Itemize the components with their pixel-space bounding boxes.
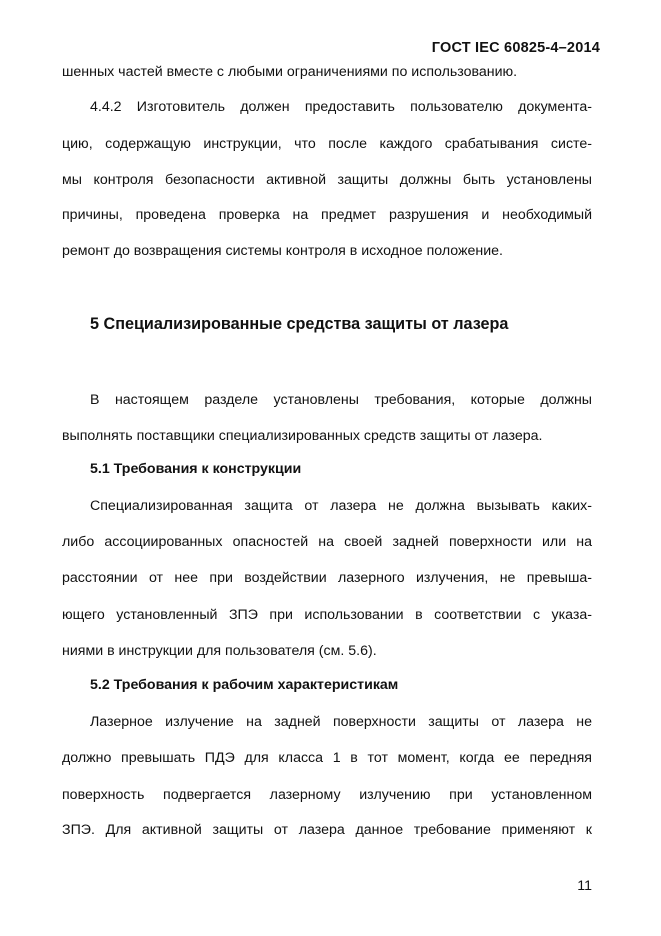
paragraph-line: ЗПЭ. Для активной защиты от лазера данное требование применяют к [62,822,592,838]
paragraph-line: расстоянии от нее при воздействии лазерного излучения, не превыша- [62,570,592,586]
subsection-heading: 5.1 Требования к конструкции [90,461,302,477]
subsection-heading: 5.2 Требования к рабочим характеристикам [90,677,399,693]
paragraph-line: выполнять поставщики специализированных средств защиты от лазера. [62,428,543,444]
paragraph-line: поверхность подвергается лазерному излучению при установленном [62,787,592,803]
page-number: 11 [577,878,592,894]
paragraph-line: либо ассоциированных опасностей на своей задней поверхности или на [62,534,592,550]
paragraph-line: Лазерное излучение на задней поверхности защиты от лазера не [90,714,592,730]
paragraph-line: цию, содержащую инструкции, что после каждого срабатывания систе- [62,136,592,152]
paragraph-line: шенных частей вместе с любыми ограничениями по использованию. [62,64,518,80]
paragraph-line: ниями в инструкции для пользователя (см. 5.6). [62,643,377,659]
paragraph-line: причины, проведена проверка на предмет разрушения и необходимый [62,207,592,223]
document-header: ГОСТ IEC 60825-4–2014 [431,40,600,56]
paragraph-line: 4.4.2 Изготовитель должен предоставить пользователю документа- [90,99,592,115]
paragraph-line: Специализированная защита от лазера не должна вызывать каких- [90,498,592,514]
paragraph-line: мы контроля безопасности активной защиты должны быть установлены [62,172,592,188]
paragraph-line: должно превышать ПДЭ для класса 1 в тот момент, когда ее передняя [62,750,592,766]
section-heading: 5 Специализированные средства защиты от лазера [90,315,509,333]
paragraph-line: В настоящем разделе установлены требования, которые должны [90,392,592,408]
paragraph-line: ремонт до возвращения системы контроля в исходное положение. [62,243,503,259]
paragraph-line: ющего установленный ЗПЭ при использовании в соответствии с указа- [62,607,592,623]
